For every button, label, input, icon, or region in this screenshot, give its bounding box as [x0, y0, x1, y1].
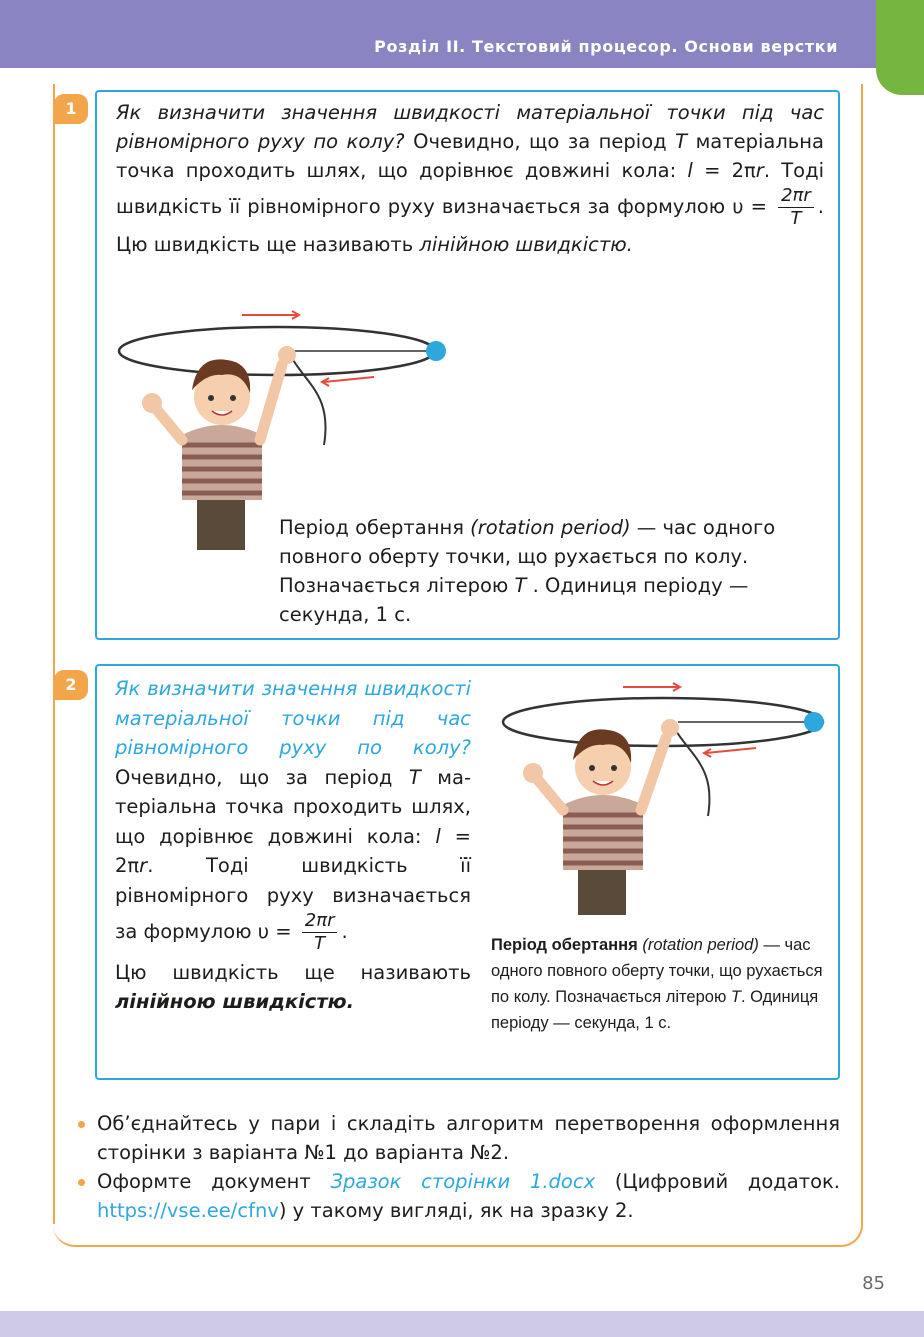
- sample-2-term: лінійною швидкістю.: [115, 990, 355, 1013]
- sample-file-name: Зразок сторінки 1.docx: [330, 1170, 596, 1193]
- task-frame-left: [53, 84, 55, 1224]
- task-item: Оформте документ Зразок сторінки 1.docx (Цифровий додаток. https://vse.ee/cfnv) у такому вигляді, як на зразку 2.: [78, 1167, 840, 1225]
- sample-2-text: Як визначити значення швидкості матеріальної точки під час рівномірного руху по колу? Очевидно, що за період T матеріальна точка проходить шлях, що дорівнює довжині кола: l = 2πr. Тоді швидкість її рівномірного руху визначається за формулою υ = $\frac{2\pi r}{T}$ .: [115, 677, 471, 954]
- footer-band: [0, 1311, 924, 1337]
- task-item: Об’єднайтесь у пари і складіть алгоритм перетворення оформлення сторінки з варіанта №1 до варіанта №2.: [78, 1109, 840, 1167]
- task-list: [78, 1109, 840, 1225]
- bullet-icon: [78, 1121, 85, 1128]
- sample-2-formula: $\frac{2\pi r}{T}$: [302, 910, 338, 955]
- sample-2-tail: Цю швидкість ще називають лінійною швидкістю.: [115, 961, 471, 1013]
- sample-2-question: Як визначити значення швидкості матеріальної точки під час рівномірного руху по колу?: [115, 677, 471, 759]
- sample-1-badge: 1: [54, 94, 88, 124]
- digital-supplement-link[interactable]: https://vse.ee/cfnv: [97, 1199, 279, 1222]
- sample-1-formula: $\frac{2\pi r}{T}$: [778, 185, 814, 230]
- page-number: 85: [862, 1273, 885, 1294]
- chapter-title: Розділ II. Текстовий процесор. Основи верстки: [374, 37, 838, 56]
- boy-spinning-ball-illustration-2: [498, 680, 830, 915]
- sample-1-question: Як визначити значення швидкості матеріальної точки під час рівномірного руху по колу?: [116, 101, 824, 153]
- sample-2-caption: Період обертання (rotation period) — час одного повного оберту точки, що рухається по колу. Позначається літерою T. Одиниця періоду — секунда, 1 с.: [491, 936, 823, 1032]
- sample-1-term: лінійною швидкістю.: [419, 233, 633, 256]
- sample-1-caption: Період обертання (rotation period) — час одного повного оберту точки, що рухається по колу. Позначається літерою T . Одиниця періоду — секунда, 1 с.: [279, 516, 776, 626]
- sample-1-text: Як визначити значення швидкості матеріальної точки під час рівномірного руху по колу? Очевидно, що за період T матеріальна точка проходить шлях, що дорівнює довжині кола: l = 2πr. Тоді швидкість її рівномірного руху визначається за формулою υ = $\frac{2\pi r}{T}$ . Цю швидкість ще називають лінійною швидкістю.: [116, 101, 825, 256]
- page-tab: [876, 0, 924, 95]
- header-band: [0, 0, 876, 68]
- bullet-icon: [78, 1179, 85, 1186]
- sample-2-badge: 2: [54, 670, 88, 700]
